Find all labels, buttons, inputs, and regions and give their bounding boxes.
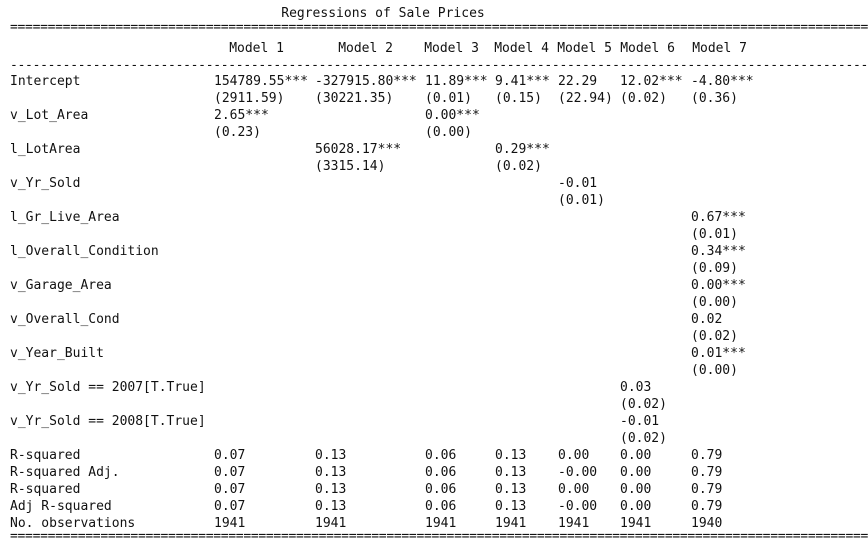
stat-label: R-squared bbox=[10, 482, 81, 497]
stat-value: 0.13 bbox=[315, 499, 347, 514]
column-header: Model 1 bbox=[229, 41, 284, 56]
coefficient-value: 0.29*** bbox=[495, 142, 550, 157]
row-label: l_Gr_Live_Area bbox=[10, 210, 120, 225]
stat-value: 0.00 bbox=[620, 465, 652, 480]
coefficient-value: 12.02*** bbox=[620, 74, 683, 89]
stat-value: 0.79 bbox=[691, 448, 723, 463]
standard-error-value: (0.36) bbox=[691, 91, 738, 106]
stat-label: Adj R-squared bbox=[10, 499, 112, 514]
standard-error-value: (30221.35) bbox=[315, 91, 394, 106]
stat-value: 1941 bbox=[214, 516, 246, 531]
column-header: Model 5 bbox=[557, 41, 612, 56]
stat-value: 0.13 bbox=[495, 499, 527, 514]
row-label: v_Overall_Cond bbox=[10, 312, 120, 327]
standard-error-value: (0.00) bbox=[691, 363, 738, 378]
stat-value: -0.00 bbox=[558, 465, 598, 480]
stat-value: 1940 bbox=[691, 516, 723, 531]
coefficient-value: -0.01 bbox=[620, 414, 660, 429]
stat-value: -0.00 bbox=[558, 499, 598, 514]
stat-value: 0.13 bbox=[315, 448, 347, 463]
standard-error-value: (0.23) bbox=[214, 125, 261, 140]
stat-label: No. observations bbox=[10, 516, 136, 531]
coefficient-value: 56028.17*** bbox=[315, 142, 402, 157]
stat-value: 0.00 bbox=[620, 499, 652, 514]
coefficient-value: 0.34*** bbox=[691, 244, 746, 259]
stat-value: 0.13 bbox=[495, 465, 527, 480]
stat-value: 0.00 bbox=[558, 448, 590, 463]
coefficient-value: 0.67*** bbox=[691, 210, 746, 225]
stat-value: 0.06 bbox=[425, 465, 457, 480]
row-label: Intercept bbox=[10, 74, 81, 89]
row-label: v_Yr_Sold == 2008[T.True] bbox=[10, 414, 206, 429]
column-header: Model 2 bbox=[338, 41, 393, 56]
row-label: l_LotArea bbox=[10, 142, 81, 157]
coefficient-value: 11.89*** bbox=[425, 74, 488, 89]
standard-error-value: (0.01) bbox=[425, 91, 472, 106]
coefficient-value: 2.65*** bbox=[214, 108, 269, 123]
stat-value: 0.79 bbox=[691, 482, 723, 497]
column-header: Model 4 bbox=[494, 41, 549, 56]
stat-value: 0.07 bbox=[214, 499, 246, 514]
stat-value: 0.06 bbox=[425, 482, 457, 497]
coefficient-value: 0.00*** bbox=[691, 278, 746, 293]
stat-value: 1941 bbox=[558, 516, 590, 531]
stat-value: 0.13 bbox=[495, 482, 527, 497]
stat-label: R-squared Adj. bbox=[10, 465, 120, 480]
row-label: v_Yr_Sold == 2007[T.True] bbox=[10, 380, 206, 395]
report-title: Regressions of Sale Prices bbox=[281, 6, 485, 21]
coefficient-value: 154789.55*** bbox=[214, 74, 308, 89]
stat-value: 0.00 bbox=[558, 482, 590, 497]
standard-error-value: (0.01) bbox=[691, 227, 738, 242]
standard-error-value: (3315.14) bbox=[315, 159, 386, 174]
standard-error-value: (0.02) bbox=[620, 431, 667, 446]
stat-value: 0.13 bbox=[495, 448, 527, 463]
row-label: v_Year_Built bbox=[10, 346, 104, 361]
top-double-rule: ================================================================================================================== bbox=[10, 20, 868, 35]
coefficient-value: 0.01*** bbox=[691, 346, 746, 361]
stat-value: 0.13 bbox=[315, 482, 347, 497]
standard-error-value: (0.02) bbox=[495, 159, 542, 174]
column-header: Model 6 bbox=[620, 41, 675, 56]
stat-value: 1941 bbox=[620, 516, 652, 531]
standard-error-value: (0.09) bbox=[691, 261, 738, 276]
standard-error-value: (22.94) bbox=[558, 91, 613, 106]
standard-error-value: (0.01) bbox=[558, 193, 605, 208]
standard-error-value: (0.00) bbox=[425, 125, 472, 140]
column-header: Model 7 bbox=[692, 41, 747, 56]
row-label: l_Overall_Condition bbox=[10, 244, 159, 259]
coefficient-value: -327915.80*** bbox=[315, 74, 417, 89]
standard-error-value: (0.15) bbox=[495, 91, 542, 106]
stat-value: 0.07 bbox=[214, 465, 246, 480]
standard-error-value: (0.02) bbox=[620, 397, 667, 412]
stat-value: 1941 bbox=[425, 516, 457, 531]
stat-label: R-squared bbox=[10, 448, 81, 463]
coefficient-value: 9.41*** bbox=[495, 74, 550, 89]
stat-value: 0.13 bbox=[315, 465, 347, 480]
standard-error-value: (2911.59) bbox=[214, 91, 285, 106]
stat-value: 0.79 bbox=[691, 465, 723, 480]
standard-error-value: (0.00) bbox=[691, 295, 738, 310]
coefficient-value: 0.03 bbox=[620, 380, 652, 395]
stat-value: 0.06 bbox=[425, 448, 457, 463]
stat-value: 1941 bbox=[495, 516, 527, 531]
row-label: v_Lot_Area bbox=[10, 108, 89, 123]
stat-value: 0.79 bbox=[691, 499, 723, 514]
coefficient-value: 0.02 bbox=[691, 312, 723, 327]
standard-error-value: (0.02) bbox=[620, 91, 667, 106]
header-single-rule: ------------------------------------------------------------------------------------------------------------------ bbox=[10, 58, 868, 73]
stat-value: 0.00 bbox=[620, 482, 652, 497]
coefficient-value: 22.29 bbox=[558, 74, 598, 89]
stat-value: 0.00 bbox=[620, 448, 652, 463]
standard-error-value: (0.02) bbox=[691, 329, 738, 344]
row-label: v_Garage_Area bbox=[10, 278, 112, 293]
stat-value: 0.07 bbox=[214, 448, 246, 463]
coefficient-value: 0.00*** bbox=[425, 108, 480, 123]
stat-value: 0.06 bbox=[425, 499, 457, 514]
stat-value: 1941 bbox=[315, 516, 347, 531]
bottom-double-rule: ================================================================================================================== bbox=[10, 529, 868, 544]
column-header: Model 3 bbox=[424, 41, 479, 56]
stat-value: 0.07 bbox=[214, 482, 246, 497]
coefficient-value: -4.80*** bbox=[691, 74, 754, 89]
coefficient-value: -0.01 bbox=[558, 176, 598, 191]
row-label: v_Yr_Sold bbox=[10, 176, 81, 191]
